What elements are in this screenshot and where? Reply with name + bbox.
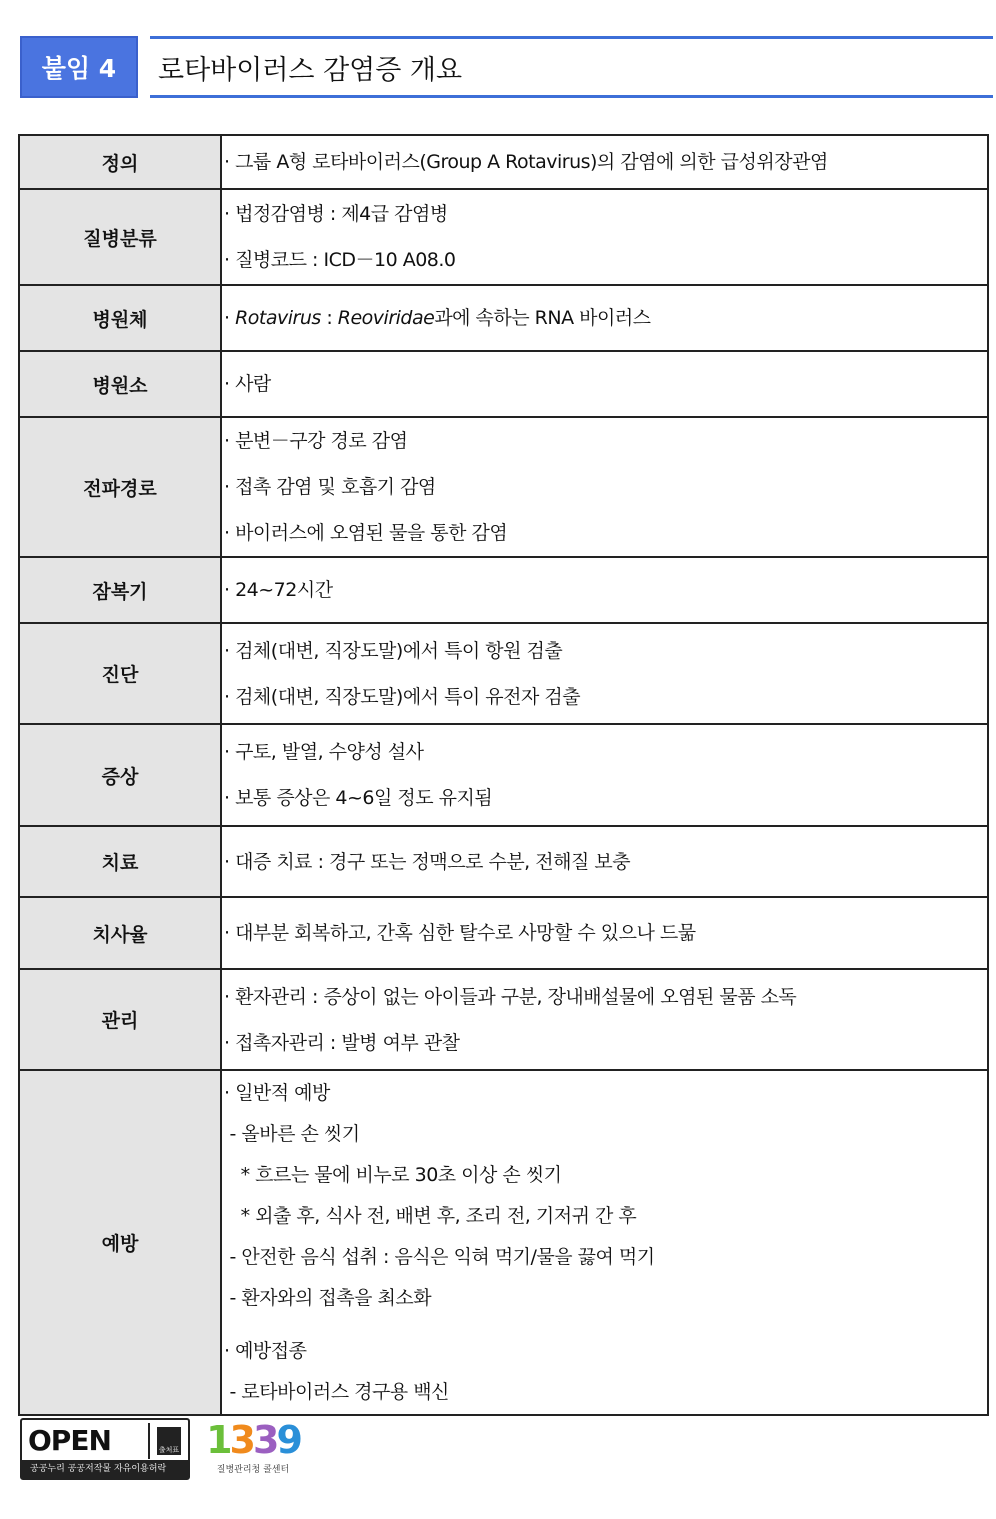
content-line: - 환자와의 접촉을 최소화 (224, 1286, 432, 1309)
content-line: - 안전한 음식 섭취 : 음식은 익혀 먹기/물을 끓여 먹기 (224, 1245, 655, 1268)
pathogen-rest: 과에 속하는 RNA 바이러스 (434, 307, 651, 329)
table-row (19, 1070, 988, 1415)
content-line: - 올바른 손 씻기 (224, 1122, 360, 1145)
appendix-badge: 붙임 4 (20, 36, 138, 98)
content-line: · 대증 치료 : 경구 또는 정맥으로 수분, 전해질 보충 (224, 850, 631, 873)
content-line: · 접촉 감염 및 호흡기 감염 (224, 476, 436, 498)
kdca-sub: 질병관리청 콜센터 (216, 1465, 290, 1475)
open-word: OPEN (28, 1424, 111, 1457)
content-line: · 일반적 예방 (224, 1081, 330, 1104)
row-label: 병원체 (19, 285, 221, 351)
content-line: · 검체(대변, 직장도말)에서 특이 항원 검출 (224, 639, 563, 662)
content-line: · 예방접종 (224, 1339, 307, 1362)
content-line: · 24~72시간 (224, 579, 333, 601)
row-label: 진단 (19, 623, 221, 724)
page-title (150, 36, 993, 98)
attribution-icon (148, 1423, 188, 1500)
row-content (221, 1070, 988, 1415)
row-content (221, 969, 988, 1070)
table-row (19, 826, 988, 897)
pathogen-sep: : (320, 307, 338, 329)
row-content (221, 417, 988, 557)
pathogen-italic2: Reoviridae (337, 307, 435, 329)
row-content (221, 897, 988, 969)
table-row (19, 897, 988, 969)
table-row (19, 623, 988, 724)
row-label: 치사율 (19, 897, 221, 969)
table-row (19, 189, 988, 285)
table-row (19, 351, 988, 417)
row-label: 증상 (19, 724, 221, 826)
kdca-1339-logo (198, 1418, 308, 1475)
row-label: 병원소 (19, 351, 221, 417)
content-line: · 법정감염병 : 제4급 감염병 (224, 203, 448, 225)
kogl-bar: 공공누리 공공저작물 자유이용허락 (22, 1460, 188, 1478)
content-line: - 로타바이러스 경구용 백신 (224, 1380, 449, 1403)
kogl-open-logo (20, 1418, 190, 1500)
content-line: · 구토, 발열, 수양성 설사 (224, 741, 424, 763)
row-label: 치료 (19, 826, 221, 897)
content-line: · 보통 증상은 4~6일 정도 유지됨 (224, 787, 493, 809)
attribution-label: 출처표시 (157, 1427, 181, 1455)
content-line: · 대부분 회복하고, 간혹 심한 탈수로 사망할 수 있으나 드묾 (224, 922, 696, 944)
table-row (19, 557, 988, 623)
row-content (221, 557, 988, 623)
row-label: 전파경로 (19, 417, 221, 557)
content-line: · 사람 (224, 373, 271, 395)
content-line: * 흐르는 물에 비누로 30초 이상 손 씻기 (224, 1163, 562, 1186)
footer (20, 1418, 308, 1500)
content-line: · 검체(대변, 직장도말)에서 특이 유전자 검출 (224, 685, 581, 708)
row-label: 질병분류 (19, 189, 221, 285)
kdca-number: 1339 (206, 1418, 300, 1462)
content-line: · 질병코드 : ICD－10 A08.0 (224, 249, 456, 271)
row-label: 관리 (19, 969, 221, 1070)
content-line: * 외출 후, 식사 전, 배변 후, 조리 전, 기저귀 간 후 (224, 1204, 637, 1227)
row-content (221, 135, 988, 189)
row-content (221, 623, 988, 724)
row-content (221, 826, 988, 897)
table-row (19, 417, 988, 557)
content-line: · 접촉자관리 : 발병 여부 관찰 (224, 1031, 460, 1054)
pathogen-bullet: · (224, 307, 236, 329)
row-content (221, 189, 988, 285)
table-row (19, 969, 988, 1070)
row-content (221, 724, 988, 826)
overview-table (18, 134, 989, 1416)
content-line: · 분변－구강 경로 감염 (224, 430, 408, 452)
row-label: 잠복기 (19, 557, 221, 623)
title-text: 로타바이러스 감염증 개요 (158, 54, 463, 86)
row-label: 정의 (19, 135, 221, 189)
row-content (221, 285, 988, 351)
table-row (19, 135, 988, 189)
table-row (19, 285, 988, 351)
content-line (224, 295, 987, 341)
content-line: · 그룹 A형 로타바이러스(Group A Rotavirus)의 감염에 의한 급성위장관염 (224, 151, 828, 173)
content-line: · 환자관리 : 증상이 없는 아이들과 구분, 장내배설물에 오염된 물품 소독 (224, 985, 797, 1008)
row-content (221, 351, 988, 417)
content-line: · 바이러스에 오염된 물을 통한 감염 (224, 522, 508, 544)
pathogen-italic1: Rotavirus (235, 307, 321, 329)
row-label: 예방 (19, 1070, 221, 1415)
table-row (19, 724, 988, 826)
